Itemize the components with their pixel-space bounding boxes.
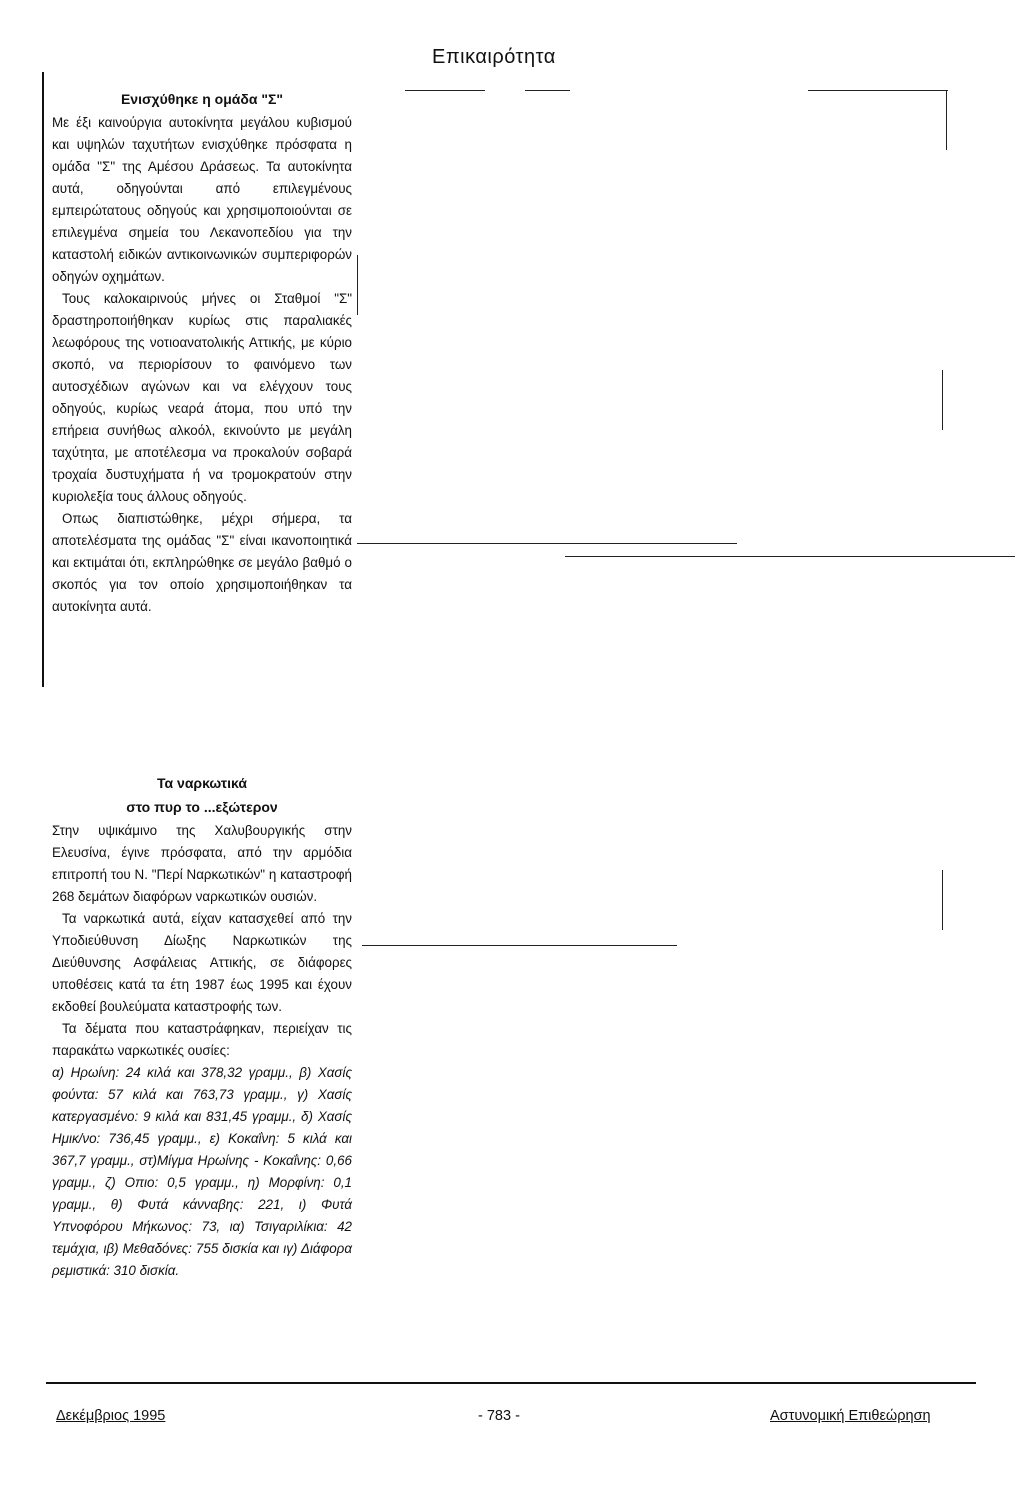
article-title-line2: στο πυρ το ...εξώτερον [126, 799, 278, 815]
footer-rule [46, 1382, 976, 1384]
article-title-line1: Τα ναρκωτικά [157, 775, 247, 791]
column-rule [942, 870, 943, 930]
substance-list: α) Ηρωίνη: 24 κιλά και 378,32 γραμμ., β) Χασίς φούντα: 57 κιλά και 763,73 γραμμ., γ) Χασίς κατεργασμένο: 9 κιλά και 831,45 γραμμ., δ) Χασίς Ημικ/νο: 736,45 γραμμ., ε) Κοκαΐνη: 5 κιλά και 367,7 γραμμ., στ)Μίγμα Ηρωίνης - Κοκαΐνης: 0,66 γραμμ., ζ) Οπιο: 0,5 γραμμ., η) Μορφίνη: 0,1 γραμμ., θ) Φυτά κάνναβης: 221, ι) Φυτά Υπνοφόρου Μήκωνος: 73, ια) Τσιγαριλίκια: 42 τεμάχια, ιβ) Μεθαδόνες: 755 δισκία και ιγ) Διάφορα ρεμιστικά: 310 δισκία. [52, 1065, 352, 1278]
column-rule [357, 543, 737, 544]
left-column-rule [42, 72, 44, 687]
section-title: Επικαιρότητα [432, 46, 556, 68]
column-rule [525, 90, 570, 91]
article-paragraph: Οπως διαπιστώθηκε, μέχρι σήμερα, τα αποτελέσματα της ομάδας "Σ" είναι ικανοποιητικά και εκτιμάται ότι, εκπληρώθηκε σε μεγάλο βαθμό ο σκοπός για τον οποίο χρησιμοποιήθηκαν τα αυτοκίνητα αυτά. [52, 511, 352, 614]
article-paragraph: Τα ναρκωτικά αυτά, είχαν κατασχεθεί από την Υποδιεύθυνση Δίωξης Ναρκωτικών της Διεύθυνσης Ασφάλειας Αττικής, σε διάφορες υποθέσεις κατά τα έτη 1987 έως 1995 και έχουν εκδοθεί βουλεύματα καταστροφής των. [52, 911, 352, 1014]
article-paragraph: Με έξι καινούργια αυτοκίνητα μεγάλου κυβισμού και υψηλών ταχυτήτων ενισχύθηκε πρόσφατα η ομάδα "Σ" της Αμέσου Δράσεως. Τα αυτοκίνητα αυτά, οδηγούνται από επιλεγμένους εμπειρώτατους οδηγούς και χρησιμοποιούνται σε επιλεγμένα σημεία του Λεκανοπεδίου για την καταστολή ειδικών αντικοινωνικών συμπεριφορών οδηγών οχημάτων. [52, 115, 352, 284]
column-rule [565, 556, 1015, 557]
article-team-s [52, 88, 352, 618]
column-rule [942, 370, 943, 430]
column-rule [946, 90, 947, 150]
column-rule [357, 255, 358, 315]
article-title: Ενισχύθηκε η ομάδα "Σ" [120, 91, 284, 107]
column-rule [405, 90, 485, 91]
article-paragraph: Τα δέματα που καταστράφηκαν, περιείχαν τις παρακάτω ναρκωτικές ουσίες: [52, 1021, 352, 1058]
article-narcotics [52, 772, 352, 1282]
footer-journal-name: Αστυνομική Επιθεώρηση [770, 1408, 931, 1424]
column-rule [362, 945, 677, 946]
footer-page-number: - 783 - [478, 1408, 520, 1424]
footer-date: Δεκέμβριος 1995 [56, 1408, 166, 1424]
article-paragraph: Τους καλοκαιρινούς μήνες οι Σταθμοί "Σ" δραστηροποιήθηκαν κυρίως στις παραλιακές λεωφόρους της νοτιοανατολικής Αττικής, με κύριο σκοπό, να περιορίσουν το φαινόμενο των αυτοσχέδιων αγώνων και να ελέγχουν τους οδηγούς, κυρίως νεαρά άτομα, που υπό την επήρεια συνήθως αλκοόλ, εκινούντο με μεγάλη ταχύτητα, με αποτέλεσμα να προκαλούν σοβαρά τροχαία δυστυχήματα ή να τρομοκρατούν στην κυριολεξία τους άλλους οδηγούς. [52, 291, 352, 504]
article-paragraph: Στην υψικάμινο της Χαλυβουργικής στην Ελευσίνα, έγινε πρόσφατα, από την αρμόδια επιτροπή του Ν. "Περί Ναρκωτικών" η καταστροφή 268 δεμάτων διαφόρων ναρκωτικών ουσιών. [52, 823, 352, 904]
column-rule [808, 90, 948, 91]
